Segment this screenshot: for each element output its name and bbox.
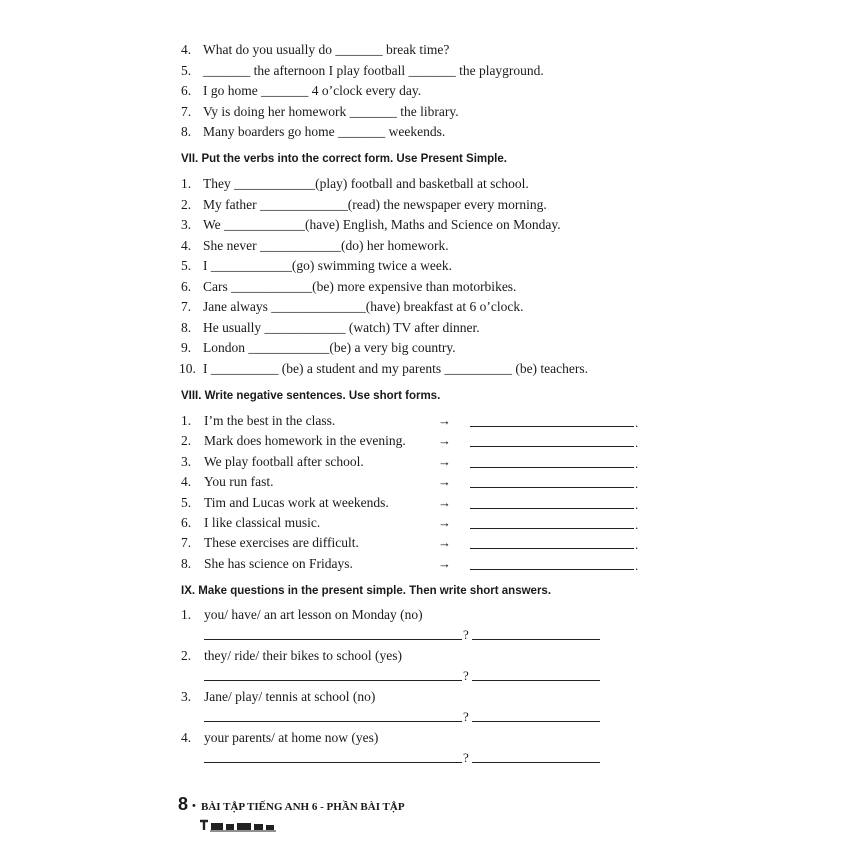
section-7-heading: VII. Put the verbs into the correct form. Use Present Simple. [181,153,507,165]
arrow-icon: → [438,515,451,530]
item-number: 7. [181,535,192,550]
question-answer-line[interactable] [204,762,462,763]
answer-line[interactable] [470,487,634,488]
item-text: Jane always ______________(have) breakfast at 6 o’clock. [203,299,524,314]
period-mark: . [635,497,639,512]
item-text: I __________ (be) a student and my parents __________ (be) teachers. [203,361,589,376]
arrow-icon: → [438,454,451,469]
item-number: 6. [181,83,192,98]
period-mark: . [635,558,639,573]
item-number: 7. [181,299,192,314]
item-text: What do you usually do _______ break time? [203,42,450,57]
item-number: 9. [181,340,192,355]
item-number: 1. [181,413,192,428]
item-text: These exercises are difficult. [204,535,359,550]
arrow-icon: → [438,535,451,550]
item-text: Mark does homework in the evening. [204,433,406,448]
item-text: I ____________(go) swimming twice a week. [203,258,452,273]
item-number: 5. [181,63,192,78]
item-number: 1. [181,176,192,191]
period-mark: . [635,476,639,491]
item-text: I like classical music. [204,515,321,530]
footer-bullet: • [192,800,196,812]
item-text: They ____________(play) football and basketball at school. [203,176,529,191]
item-number: 2. [181,197,192,212]
item-number: 3. [181,217,192,232]
item-text: You run fast. [204,474,274,489]
item-text: He usually ____________ (watch) TV after dinner. [203,320,480,335]
period-mark: . [635,537,639,552]
section-8-heading: VIII. Write negative sentences. Use short forms. [181,390,441,402]
item-text: My father _____________(read) the newspaper every morning. [203,197,547,212]
question-answer-line[interactable] [204,721,462,722]
question-answer-line[interactable] [204,639,462,640]
arrow-icon: → [438,495,451,510]
item-number: 4. [181,42,192,57]
question-mark: ? [463,627,469,642]
item-number: 4. [181,238,192,253]
book-title: BÀI TẬP TIẾNG ANH 6 - PHẦN BÀI TẬP [201,801,405,813]
publisher-logo [198,818,278,832]
short-answer-line[interactable] [472,639,600,640]
item-text: I go home _______ 4 o’clock every day. [203,83,422,98]
item-text: She never ____________(do) her homework. [203,238,449,253]
answer-line[interactable] [470,508,634,509]
period-mark: . [635,415,639,430]
short-answer-line[interactable] [472,762,600,763]
item-number: 5. [181,495,192,510]
period-mark: . [635,456,639,471]
item-text: Tim and Lucas work at weekends. [204,495,389,510]
item-text: Jane/ play/ tennis at school (no) [204,689,376,704]
item-number: 2. [181,433,192,448]
item-number: 6. [181,515,192,530]
item-text: I’m the best in the class. [204,413,336,428]
item-text: She has science on Fridays. [204,556,353,571]
item-text: _______ the afternoon I play football _______ the playground. [203,63,544,78]
period-mark: . [635,517,639,532]
item-number: 8. [181,556,192,571]
page-number: 8 [178,794,189,814]
arrow-icon: → [438,413,451,428]
question-mark: ? [463,709,469,724]
item-number: 4. [181,474,192,489]
item-text: Cars ____________(be) more expensive than motorbikes. [203,279,517,294]
item-number: 3. [181,454,192,469]
question-answer-line[interactable] [204,680,462,681]
arrow-icon: → [438,433,451,448]
answer-line[interactable] [470,569,634,570]
item-number: 6. [181,279,192,294]
item-number: 5. [181,258,192,273]
item-text: London ____________(be) a very big country. [203,340,456,355]
item-text: Vy is doing her homework _______ the library. [203,104,459,119]
answer-line[interactable] [470,548,634,549]
item-number: 8. [181,124,192,139]
answer-line[interactable] [470,426,634,427]
answer-line[interactable] [470,446,634,447]
question-mark: ? [463,750,469,765]
arrow-icon: → [438,474,451,489]
answer-line[interactable] [470,528,634,529]
item-text: your parents/ at home now (yes) [204,730,379,745]
section-9-heading: IX. Make questions in the present simple. Then write short answers. [181,585,552,597]
item-number: 10. [179,361,196,376]
item-text: We ____________(have) English, Maths and Science on Monday. [203,217,561,232]
arrow-icon: → [438,556,451,571]
item-text: they/ ride/ their bikes to school (yes) [204,648,402,663]
item-number: 4. [181,730,192,745]
item-number: 8. [181,320,192,335]
item-number: 7. [181,104,192,119]
short-answer-line[interactable] [472,680,600,681]
answer-line[interactable] [470,467,634,468]
question-mark: ? [463,668,469,683]
short-answer-line[interactable] [472,721,600,722]
item-text: you/ have/ an art lesson on Monday (no) [204,607,423,622]
period-mark: . [635,435,639,450]
item-number: 1. [181,607,192,622]
item-text: Many boarders go home _______ weekends. [203,124,446,139]
item-text: We play football after school. [204,454,364,469]
item-number: 3. [181,689,192,704]
item-number: 2. [181,648,192,663]
